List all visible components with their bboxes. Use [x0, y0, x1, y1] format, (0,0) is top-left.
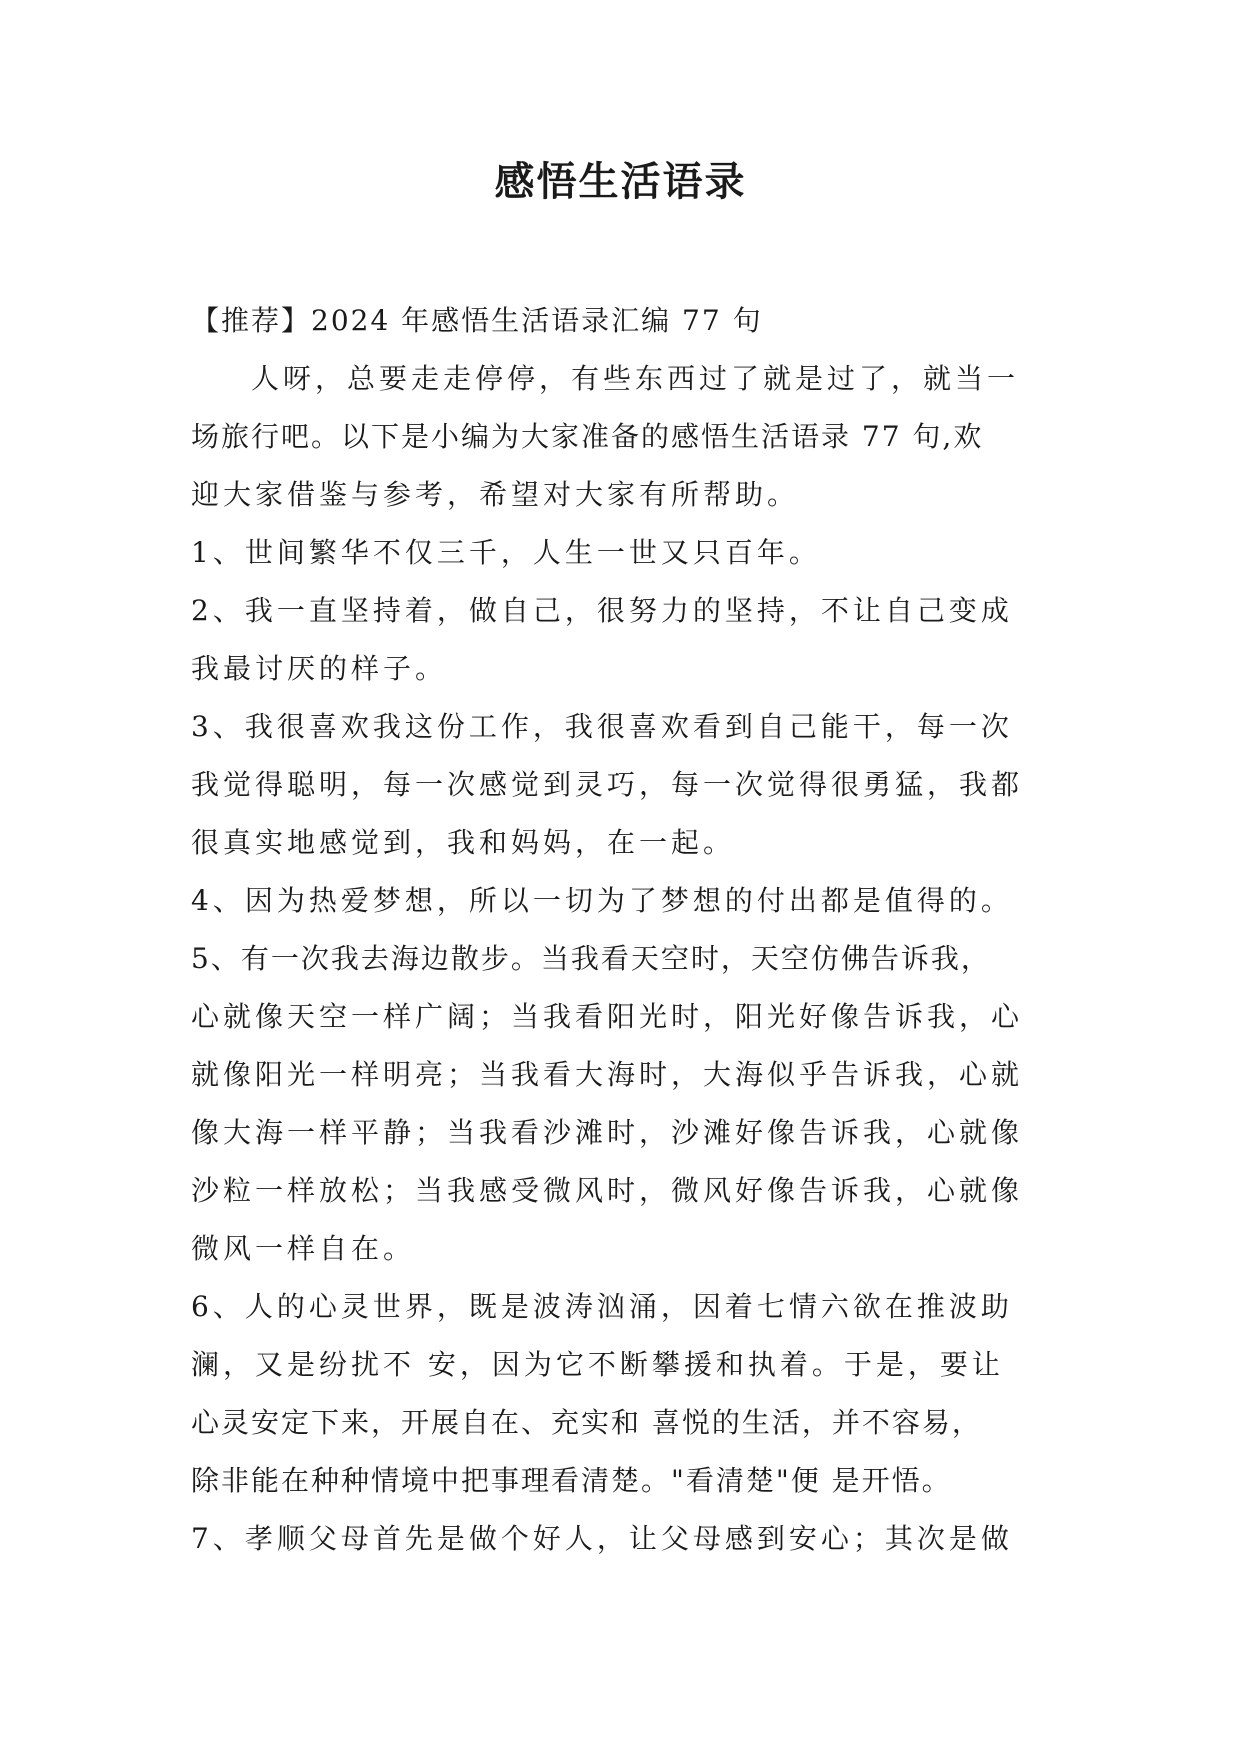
quote-line: 像大海一样平静；当我看沙滩时，沙滩好像告诉我，心就像	[191, 1116, 1024, 1149]
intro-line: 人呀，总要走走停停，有些东西过了就是过了，就当一	[251, 362, 1020, 395]
intro-line: 场旅行吧。以下是小编为大家准备的感悟生活语录 77 句,欢	[191, 420, 984, 453]
quote-line: 心就像天空一样广阔；当我看阳光时，阳光好像告诉我，心	[191, 1000, 1024, 1033]
quote-line: 很真实地感觉到，我和妈妈，在一起。	[191, 826, 736, 859]
quote-line: 4、因为热爱梦想，所以一切为了梦想的付出都是值得的。	[191, 884, 1013, 917]
subtitle-line: 【推荐】2024 年感悟生活语录汇编 77 句	[191, 304, 763, 337]
quote-line: 3、我很喜欢我这份工作，我很喜欢看到自己能干，每一次	[191, 710, 1013, 743]
quote-line: 就像阳光一样明亮；当我看大海时，大海似乎告诉我，心就	[191, 1058, 1024, 1091]
quote-line: 微风一样自在。	[191, 1232, 416, 1265]
intro-line: 迎大家借鉴与参考，希望对大家有所帮助。	[191, 478, 800, 511]
quote-line: 2、我一直坚持着，做自己，很努力的坚持，不让自己变成	[191, 594, 1013, 627]
quote-line: 沙粒一样放松；当我感受微风时，微风好像告诉我，心就像	[191, 1174, 1024, 1207]
quote-line: 6、人的心灵世界，既是波涛汹涌，因着七情六欲在推波助	[191, 1290, 1013, 1323]
quote-line: 澜，又是纷扰不 安，因为它不断攀援和执着。于是，要让	[191, 1348, 1004, 1381]
document-body	[191, 292, 1051, 1568]
page-title: 感悟生活语录	[494, 158, 747, 205]
quote-line: 1、世间繁华不仅三千，人生一世又只百年。	[191, 536, 821, 569]
quote-line: 心灵安定下来，开展自在、充实和 喜悦的生活，并不容易，	[191, 1406, 982, 1439]
quote-line: 我最讨厌的样子。	[191, 652, 448, 685]
quote-line: 除非能在种种情境中把事理看清楚。"看清楚"便 是开悟。	[191, 1464, 952, 1497]
quote-line: 5、有一次我去海边散步。当我看天空时，天空仿佛告诉我，	[191, 942, 991, 975]
quote-line: 我觉得聪明，每一次感觉到灵巧，每一次觉得很勇猛，我都	[191, 768, 1024, 801]
quote-line: 7、孝顺父母首先是做个好人，让父母感到安心；其次是做	[191, 1522, 1013, 1555]
